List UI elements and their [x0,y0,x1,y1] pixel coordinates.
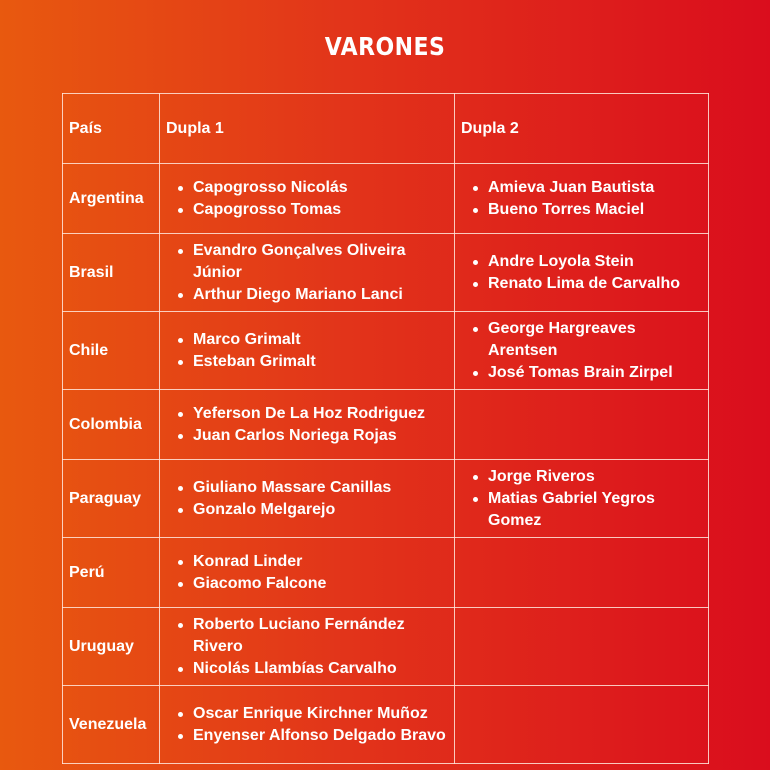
country-cell: Venezuela [63,686,160,764]
player-name: George Hargreaves Arentsen [488,318,702,362]
players-table [62,93,709,764]
table-row [63,608,709,686]
dupla-1-cell [160,234,455,312]
player-name: Marco Grimalt [193,329,448,351]
player-name: Oscar Enrique Kirchner Muñoz [193,703,448,725]
country-cell: Brasil [63,234,160,312]
player-name: Roberto Luciano Fernández Rivero [193,614,448,658]
dupla-2-cell [455,164,709,234]
player-name: Yeferson De La Hoz Rodriguez [193,403,448,425]
player-name: Giuliano Massare Canillas [193,477,448,499]
dupla-1-cell [160,538,455,608]
dupla-2-cell [455,608,709,686]
table-body [63,164,709,764]
table-row [63,460,709,538]
player-list [166,403,448,447]
player-name: Evandro Gonçalves Oliveira Júnior [193,240,448,284]
page-title: VARONES [324,32,446,61]
dupla-1-cell [160,686,455,764]
table-row [63,234,709,312]
table-row [63,538,709,608]
player-name: Bueno Torres Maciel [488,199,702,221]
country-cell: Uruguay [63,608,160,686]
country-cell: Argentina [63,164,160,234]
dupla-1-cell [160,164,455,234]
player-list [461,466,702,532]
table-row [63,390,709,460]
player-name: Konrad Linder [193,551,448,573]
header-country: País [63,94,160,164]
country-cell: Colombia [63,390,160,460]
dupla-2-cell [455,538,709,608]
player-list [166,551,448,595]
dupla-1-cell [160,608,455,686]
player-list [166,177,448,221]
player-list [461,318,702,384]
player-list [166,240,448,306]
player-name: Nicolás Llambías Carvalho [193,658,448,680]
player-name: Amieva Juan Bautista [488,177,702,199]
table-row [63,312,709,390]
dupla-2-cell [455,312,709,390]
header-dupla-2: Dupla 2 [455,94,709,164]
player-name: Andre Loyola Stein [488,251,702,273]
player-name: Enyenser Alfonso Delgado Bravo [193,725,448,747]
dupla-2-cell [455,234,709,312]
dupla-1-cell [160,390,455,460]
player-name: José Tomas Brain Zirpel [488,362,702,384]
dupla-2-cell [455,390,709,460]
dupla-2-cell [455,460,709,538]
player-list [166,477,448,521]
dupla-2-cell [455,686,709,764]
player-name: Arthur Diego Mariano Lanci [193,284,448,306]
country-cell: Paraguay [63,460,160,538]
player-list [166,703,448,747]
player-list [166,614,448,680]
player-name: Capogrosso Nicolás [193,177,448,199]
dupla-1-cell [160,312,455,390]
player-list [166,329,448,373]
player-name: Matias Gabriel Yegros Gomez [488,488,702,532]
country-cell: Perú [63,538,160,608]
player-name: Capogrosso Tomas [193,199,448,221]
player-name: Juan Carlos Noriega Rojas [193,425,448,447]
player-list [461,177,702,221]
header-dupla-1: Dupla 1 [160,94,455,164]
dupla-1-cell [160,460,455,538]
table-row [63,686,709,764]
table-header-row [63,94,709,164]
player-name: Jorge Riveros [488,466,702,488]
player-name: Renato Lima de Carvalho [488,273,702,295]
player-name: Gonzalo Melgarejo [193,499,448,521]
table-row [63,164,709,234]
player-name: Giacomo Falcone [193,573,448,595]
player-list [461,251,702,295]
player-name: Esteban Grimalt [193,351,448,373]
country-cell: Chile [63,312,160,390]
